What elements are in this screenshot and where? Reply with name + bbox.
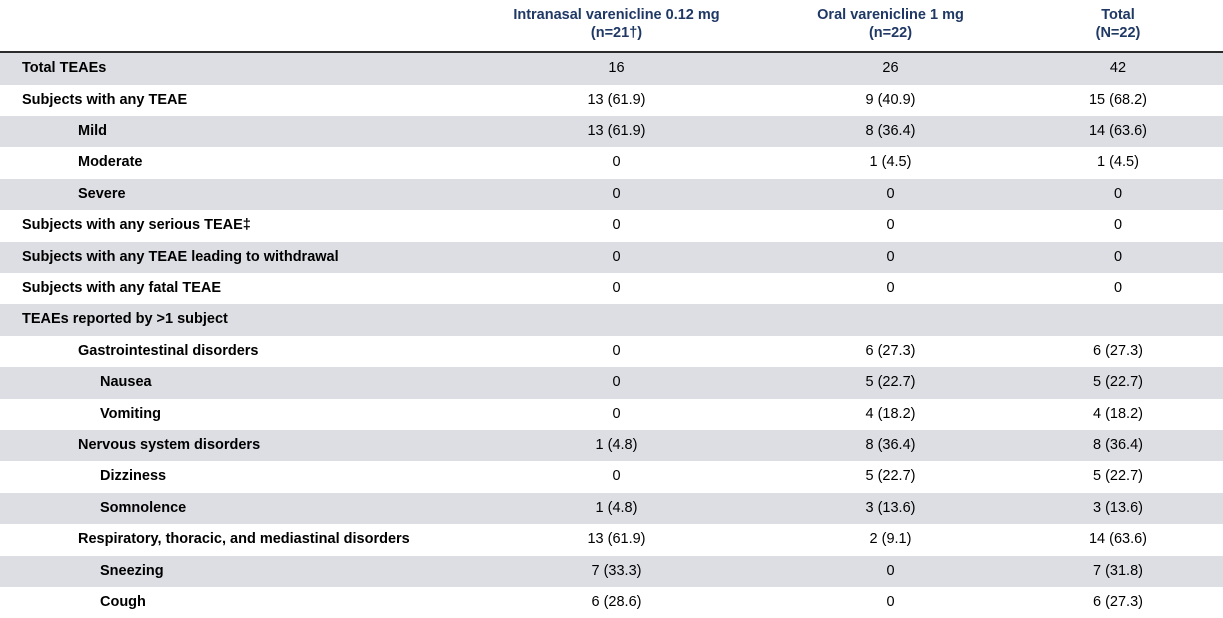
- row-value-col2: 3 (13.6): [768, 493, 1013, 524]
- row-value-col3: 6 (27.3): [1013, 336, 1223, 367]
- row-value-col2: 6 (27.3): [768, 336, 1013, 367]
- row-value-col2: 5 (22.7): [768, 367, 1013, 398]
- row-value-col3: 3 (13.6): [1013, 493, 1223, 524]
- row-value-col3: 0: [1013, 273, 1223, 304]
- table-row: [0, 147, 1223, 178]
- column-header-intranasal-label: Intranasal varenicline 0.12 mg: [513, 7, 720, 23]
- row-value-col3: 1 (4.5): [1013, 147, 1223, 178]
- row-label: Sneezing: [0, 556, 465, 587]
- table-row: [0, 461, 1223, 492]
- column-header-blank: [0, 0, 465, 52]
- table-row: [0, 210, 1223, 241]
- row-value-col2: 8 (36.4): [768, 116, 1013, 147]
- row-label: Gastrointestinal disorders: [0, 336, 465, 367]
- row-value-col1: [465, 304, 768, 335]
- row-label: Respiratory, thoracic, and mediastinal disorders: [0, 524, 465, 555]
- row-label: Nervous system disorders: [0, 430, 465, 461]
- table-row: [0, 493, 1223, 524]
- row-value-col3: 0: [1013, 179, 1223, 210]
- table-row: [0, 273, 1223, 304]
- table-row: [0, 399, 1223, 430]
- row-value-col3: 5 (22.7): [1013, 367, 1223, 398]
- column-header-oral-sub: (n=22): [868, 25, 913, 42]
- row-value-col3: 0: [1013, 210, 1223, 241]
- table-row: [0, 242, 1223, 273]
- row-value-col2: 0: [768, 242, 1013, 273]
- table-row: [0, 52, 1223, 84]
- row-value-col1: 0: [465, 210, 768, 241]
- row-value-col1: 0: [465, 461, 768, 492]
- row-label: Vomiting: [0, 399, 465, 430]
- row-value-col2: 0: [768, 273, 1013, 304]
- table-row: [0, 367, 1223, 398]
- table-row: [0, 116, 1223, 147]
- row-value-col1: 13 (61.9): [465, 116, 768, 147]
- row-value-col2: 26: [768, 52, 1013, 84]
- row-value-col1: 0: [465, 367, 768, 398]
- row-label: Total TEAEs: [0, 52, 465, 84]
- row-value-col2: 8 (36.4): [768, 430, 1013, 461]
- column-header-total: [1013, 0, 1223, 52]
- row-value-col1: 13 (61.9): [465, 524, 768, 555]
- row-value-col3: [1013, 304, 1223, 335]
- row-value-col1: 16: [465, 52, 768, 84]
- row-value-col1: 1 (4.8): [465, 493, 768, 524]
- row-value-col2: 5 (22.7): [768, 461, 1013, 492]
- row-label: Subjects with any serious TEAE‡: [0, 210, 465, 241]
- column-header-oral: [768, 0, 1013, 52]
- row-value-col2: 4 (18.2): [768, 399, 1013, 430]
- table-row: [0, 524, 1223, 555]
- row-value-col2: 1 (4.5): [768, 147, 1013, 178]
- column-header-total-label: Total: [1101, 7, 1135, 23]
- row-value-col3: 15 (68.2): [1013, 85, 1223, 116]
- row-value-col1: 0: [465, 273, 768, 304]
- column-header-total-sub: (N=22): [1095, 25, 1141, 42]
- column-header-intranasal-sub: (n=21†): [590, 25, 643, 42]
- row-value-col3: 8 (36.4): [1013, 430, 1223, 461]
- row-value-col2: 0: [768, 556, 1013, 587]
- row-value-col3: 14 (63.6): [1013, 524, 1223, 555]
- table-row: [0, 304, 1223, 335]
- row-value-col3: 42: [1013, 52, 1223, 84]
- row-label: Nausea: [0, 367, 465, 398]
- row-label: Somnolence: [0, 493, 465, 524]
- row-label: Moderate: [0, 147, 465, 178]
- row-label: Subjects with any TEAE: [0, 85, 465, 116]
- row-value-col2: 0: [768, 179, 1013, 210]
- row-value-col2: 0: [768, 210, 1013, 241]
- row-label: Mild: [0, 116, 465, 147]
- row-value-col2: 9 (40.9): [768, 85, 1013, 116]
- row-value-col1: 0: [465, 147, 768, 178]
- row-label: Dizziness: [0, 461, 465, 492]
- row-value-col3: 0: [1013, 242, 1223, 273]
- table-header: [0, 0, 1223, 52]
- row-label: TEAEs reported by >1 subject: [0, 304, 465, 335]
- row-value-col1: 0: [465, 336, 768, 367]
- table-row: [0, 336, 1223, 367]
- table-row: [0, 430, 1223, 461]
- row-value-col1: 0: [465, 179, 768, 210]
- row-value-col1: 7 (33.3): [465, 556, 768, 587]
- table-row: [0, 556, 1223, 587]
- row-label: Subjects with any fatal TEAE: [0, 273, 465, 304]
- row-label: Severe: [0, 179, 465, 210]
- row-label: Subjects with any TEAE leading to withdrawal: [0, 242, 465, 273]
- row-value-col2: 0: [768, 587, 1013, 618]
- row-value-col2: [768, 304, 1013, 335]
- row-value-col3: 14 (63.6): [1013, 116, 1223, 147]
- row-value-col1: 1 (4.8): [465, 430, 768, 461]
- row-value-col3: 5 (22.7): [1013, 461, 1223, 492]
- table-body: [0, 52, 1223, 618]
- table-row: [0, 179, 1223, 210]
- column-header-intranasal: [465, 0, 768, 52]
- table-row: [0, 587, 1223, 618]
- row-value-col1: 0: [465, 399, 768, 430]
- row-value-col3: 4 (18.2): [1013, 399, 1223, 430]
- row-value-col2: 2 (9.1): [768, 524, 1013, 555]
- row-value-col3: 7 (31.8): [1013, 556, 1223, 587]
- row-label: Cough: [0, 587, 465, 618]
- table-header-row: [0, 0, 1223, 52]
- row-value-col1: 13 (61.9): [465, 85, 768, 116]
- row-value-col1: 0: [465, 242, 768, 273]
- row-value-col3: 6 (27.3): [1013, 587, 1223, 618]
- column-header-oral-label: Oral varenicline 1 mg: [817, 7, 964, 23]
- row-value-col1: 6 (28.6): [465, 587, 768, 618]
- table-row: [0, 85, 1223, 116]
